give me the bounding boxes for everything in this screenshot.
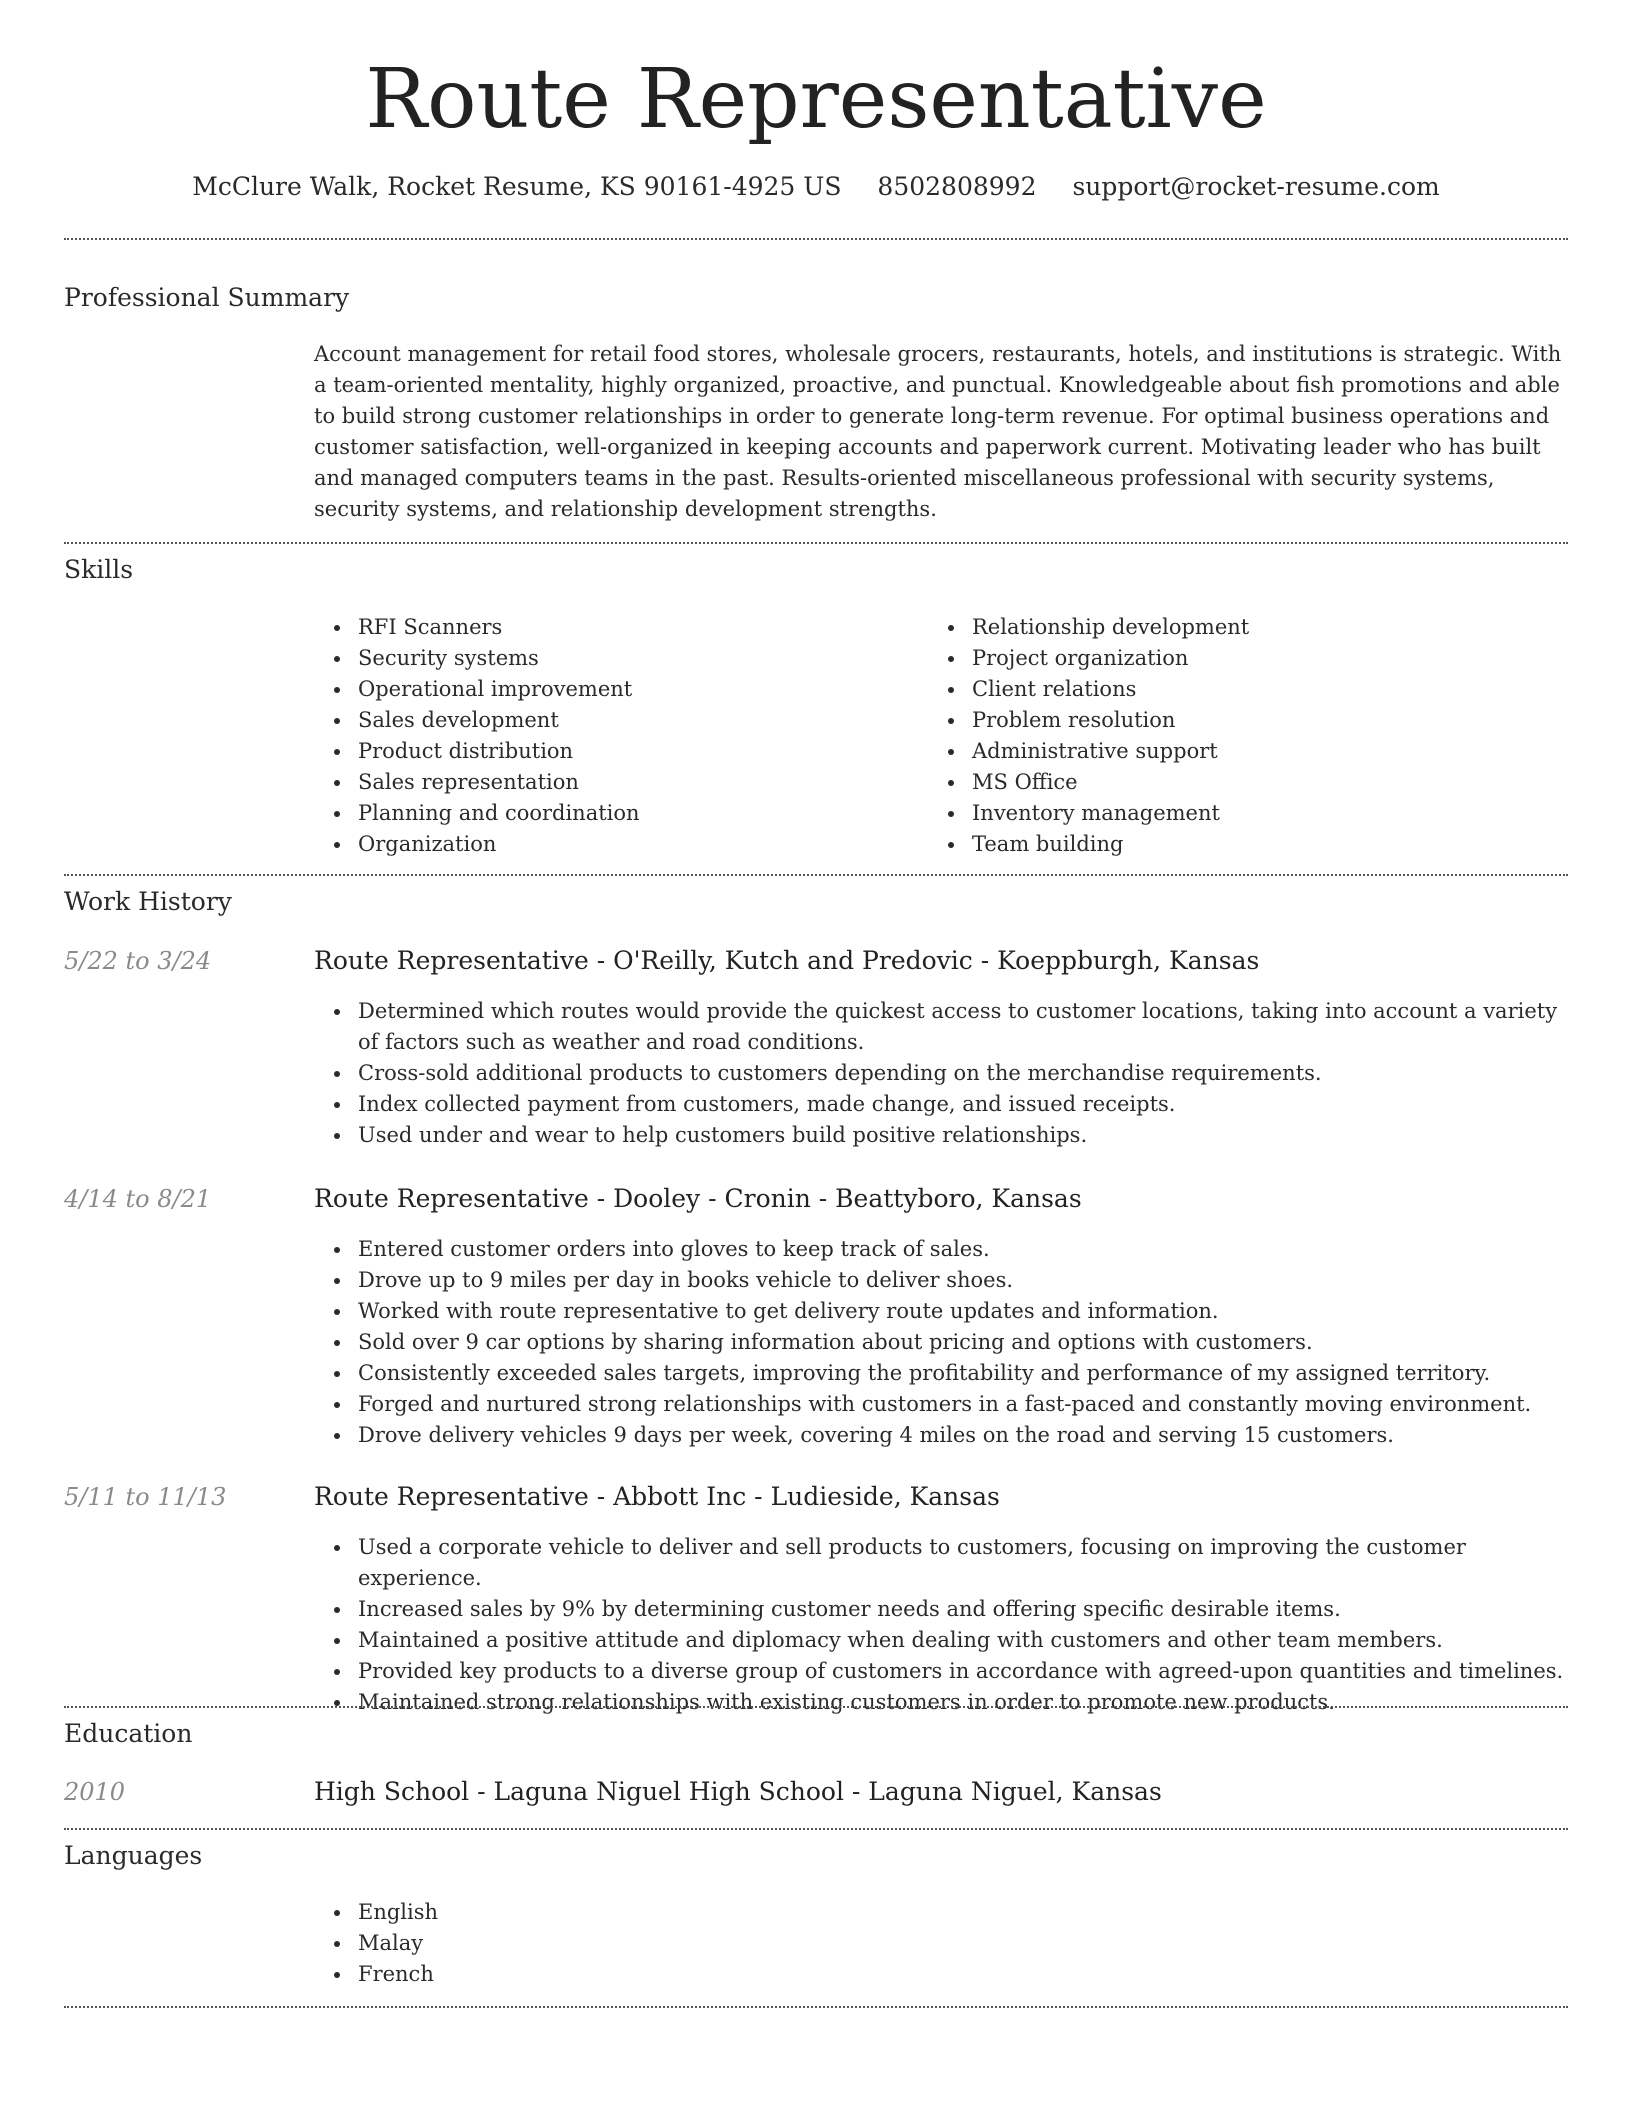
list-item: Forged and nurtured strong relationships with customers in a fast-paced and constantly moving environment. [314,1389,1568,1420]
list-item: Security systems [314,643,894,674]
list-item: Used under and wear to help customers build positive relationships. [314,1120,1568,1151]
job-date: 5/22 to 3/24 [64,947,212,975]
list-item: Malay [314,1928,914,1959]
list-item: Administrative support [928,736,1548,767]
list-item: Worked with route representative to get delivery route updates and information. [314,1296,1568,1327]
summary-title: Professional Summary [64,283,350,312]
list-item: Organization [314,829,894,860]
job-date: 5/11 to 11/13 [64,1483,227,1511]
list-item: Determined which routes would provide the quickest access to customer locations, taking into account a variety of factors such as weather and road conditions. [314,996,1568,1058]
list-item: Drove delivery vehicles 9 days per week, covering 4 miles on the road and serving 15 customers. [314,1420,1568,1451]
list-item: Index collected payment from customers, made change, and issued receipts. [314,1089,1568,1120]
list-item: Inventory management [928,798,1548,829]
list-item: Relationship development [928,612,1548,643]
divider [64,542,1568,544]
education-heading: High School - Laguna Niguel High School - Laguna Niguel, Kansas [314,1777,1162,1806]
list-item: Product distribution [314,736,894,767]
divider [64,2006,1568,2008]
candidate-name: Route Representative [365,52,1267,147]
divider [64,238,1568,240]
skills-list-left [314,612,894,860]
contact-line [0,170,1632,204]
list-item: Maintained a positive attitude and diplomacy when dealing with customers and other team members. [314,1625,1568,1656]
skills-title: Skills [64,555,134,584]
work-title: Work History [64,887,232,916]
list-item: Team building [928,829,1548,860]
list-item: Drove up to 9 miles per day in books vehicle to deliver shoes. [314,1265,1568,1296]
list-item: Sales development [314,705,894,736]
job-heading: Route Representative - Abbott Inc - Ludieside, Kansas [314,1482,1000,1511]
email: support@rocket-resume.com [1072,172,1440,201]
languages-title: Languages [64,1841,203,1870]
job-heading: Route Representative - Dooley - Cronin - Beattyboro, Kansas [314,1184,1082,1213]
languages-list [314,1897,914,1990]
list-item: Sold over 9 car options by sharing information about pricing and options with customers. [314,1327,1568,1358]
summary-text: Account management for retail food stores, wholesale grocers, restaurants, hotels, and institutions is strategic. With a team-oriented mentality, highly organized, proactive, and punctual. Knowledgeable about fish promotions and able to build strong customer relationships in order to generate long-term revenue. For optimal business operations and customer satisfaction, well-organized in keeping accounts and paperwork current. Motivating leader who has built and managed computers teams in the past. Results-oriented miscellaneous professional with security systems, security systems, and relationship development strengths. [314,342,1562,521]
list-item: Operational improvement [314,674,894,705]
education-date: 2010 [64,1778,126,1806]
list-item: Used a corporate vehicle to deliver and sell products to customers, focusing on improving the customer experience. [314,1532,1568,1594]
phone: 8502808992 [877,172,1037,201]
list-item: Project organization [928,643,1548,674]
list-item: Provided key products to a diverse group of customers in accordance with agreed-upon quantities and timelines. [314,1656,1568,1687]
list-item: Maintained strong relationships with existing customers in order to promote new products. [314,1687,1568,1718]
job-bullets [314,1532,1568,1718]
job-bullets [314,996,1568,1151]
job-date: 4/14 to 8/21 [64,1185,212,1213]
list-item: Planning and coordination [314,798,894,829]
divider [64,874,1568,876]
list-item: Client relations [928,674,1548,705]
education-title: Education [64,1719,193,1748]
list-item: French [314,1959,914,1990]
list-item: RFI Scanners [314,612,894,643]
skills-list-right [928,612,1548,860]
list-item: Sales representation [314,767,894,798]
list-item: MS Office [928,767,1548,798]
list-item: Consistently exceeded sales targets, improving the profitability and performance of my assigned territory. [314,1358,1568,1389]
list-item: Increased sales by 9% by determining customer needs and offering specific desirable items. [314,1594,1568,1625]
divider [64,1706,1568,1708]
divider [64,1828,1568,1830]
list-item: English [314,1897,914,1928]
job-heading: Route Representative - O'Reilly, Kutch and Predovic - Koeppburgh, Kansas [314,946,1260,975]
list-item: Entered customer orders into gloves to keep track of sales. [314,1234,1568,1265]
address: McClure Walk, Rocket Resume, KS 90161-4925 US [192,172,842,201]
job-bullets [314,1234,1568,1451]
list-item: Cross-sold additional products to customers depending on the merchandise requirements. [314,1058,1568,1089]
list-item: Problem resolution [928,705,1548,736]
